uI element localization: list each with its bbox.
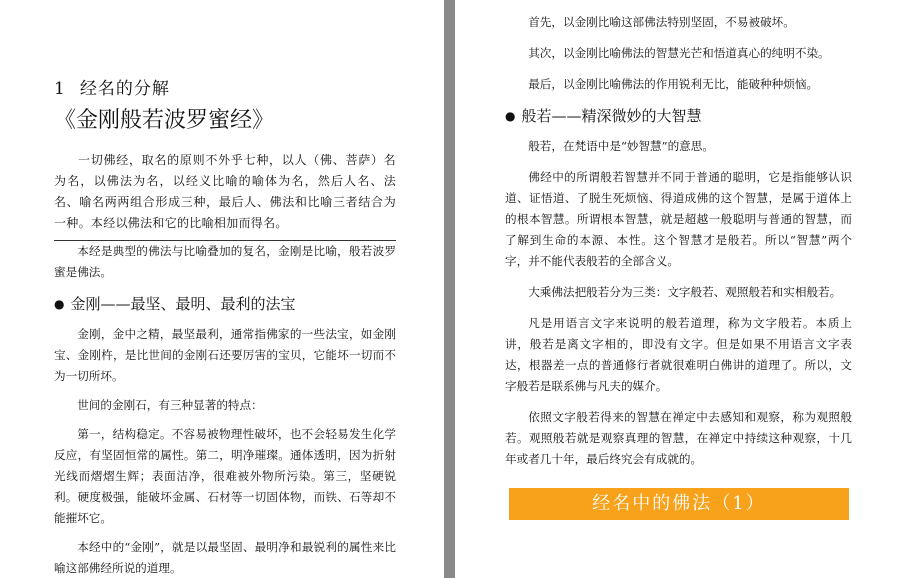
left-page — [0, 0, 444, 578]
chapter-heading — [54, 74, 396, 99]
section-heading-prajna — [505, 105, 852, 126]
paragraph: 本经中的“金刚”，就是以最坚固、最明净和最锐利的属性来比喻这部佛经所说的道理。 — [54, 540, 396, 575]
section-banner: 经名中的佛法（1） — [509, 488, 849, 520]
paragraph: 佛经中的所谓般若智慧并不同于普通的聪明，它是指能够认识道、证悟道、了脱生死烦恼、得道成佛的这个智慧，是属于道体上的根本智慧。所谓根本智慧，就是超越一般聪明与普通的智慧，而了解到生命的本源、本性。这个智慧才是般若。所以“智慧”两个字，并不能代表般若的全部含义。 — [505, 170, 852, 268]
section-heading-text: 金刚——最坚、最明、最利的法宝 — [70, 295, 296, 313]
paragraph: 其次，以金刚比喻佛法的智慧光芒和悟道真心的纯明不染。 — [528, 46, 830, 60]
chapter-number: 1 — [54, 79, 66, 99]
paragraph: 最后，以金刚比喻佛法的作用锐利无比，能破种种烦恼。 — [528, 77, 819, 91]
paragraph: 金刚，金中之精，最坚最利，通常指佛家的一些法宝，如金刚宝、金刚杵，是比世间的金刚石还要厉害的宝贝，它能坏一切而不为一切所坏。 — [54, 327, 396, 383]
paragraph: 大乘佛法把般若分为三类：文字般若、观照般若和实相般若。 — [528, 285, 842, 299]
section-heading-vajra — [54, 293, 396, 314]
chapter-title: 经名的分解 — [79, 79, 170, 99]
paragraph: 依照文字般若得来的智慧在禅定中去感知和观察，称为观照般若。观照般若就是观察真理的智慧，在禅定中持续这种观察，十几年或者几十年，最后终究会有成就的。 — [505, 410, 852, 466]
right-page — [455, 0, 900, 578]
paragraph: 凡是用语言文字来说明的般若道理，称为文字般若。本质上讲，般若是离文字相的，即没有文字。但是如果不用语言文字表达，根器差一点的普通修行者就很难明白佛讲的道理了。所以，文字般若是联系佛与凡夫的媒介。 — [505, 316, 852, 393]
paragraph: 第一，结构稳定。不容易被物理性破坏，也不会轻易发生化学反应，有坚固恒常的属性。第二，明净璀璨。通体透明，因为折射光线而熠熠生辉；表面洁净，很难被外物所污染。第三，坚硬锐利。硬度极强，能破坏金属、石材等一切固体物，而铁、石等却不能摧坏它。 — [54, 427, 396, 525]
paragraph: 本经是典型的佛法与比喻叠加的复名，金刚是比喻，般若波罗蜜是佛法。 — [54, 244, 396, 279]
bullet-icon: ● — [54, 296, 65, 311]
section-heading-text: 般若——精深微妙的大智慧 — [521, 107, 702, 125]
intro-paragraph: 一切佛经，取名的原则不外乎七种，以人（佛、菩萨）名为名，以佛法为名，以经义比喻的喻体为名，然后人名、法名、喻名两两组合形成三种，最后人、佛法和比喻三者结合为一种。本经以佛法和它的比喻相加而得名。 — [54, 150, 396, 241]
bullet-icon: ● — [505, 108, 516, 123]
paragraph: 般若，在梵语中是“妙智慧”的意思。 — [528, 139, 714, 153]
paragraph: 首先，以金刚比喻这部佛法特别坚固，不易被破坏。 — [528, 15, 795, 29]
paragraph: 世间的金刚石，有三种显著的特点： — [77, 398, 263, 412]
book-title: 《金刚般若波罗蜜经》 — [54, 108, 275, 133]
